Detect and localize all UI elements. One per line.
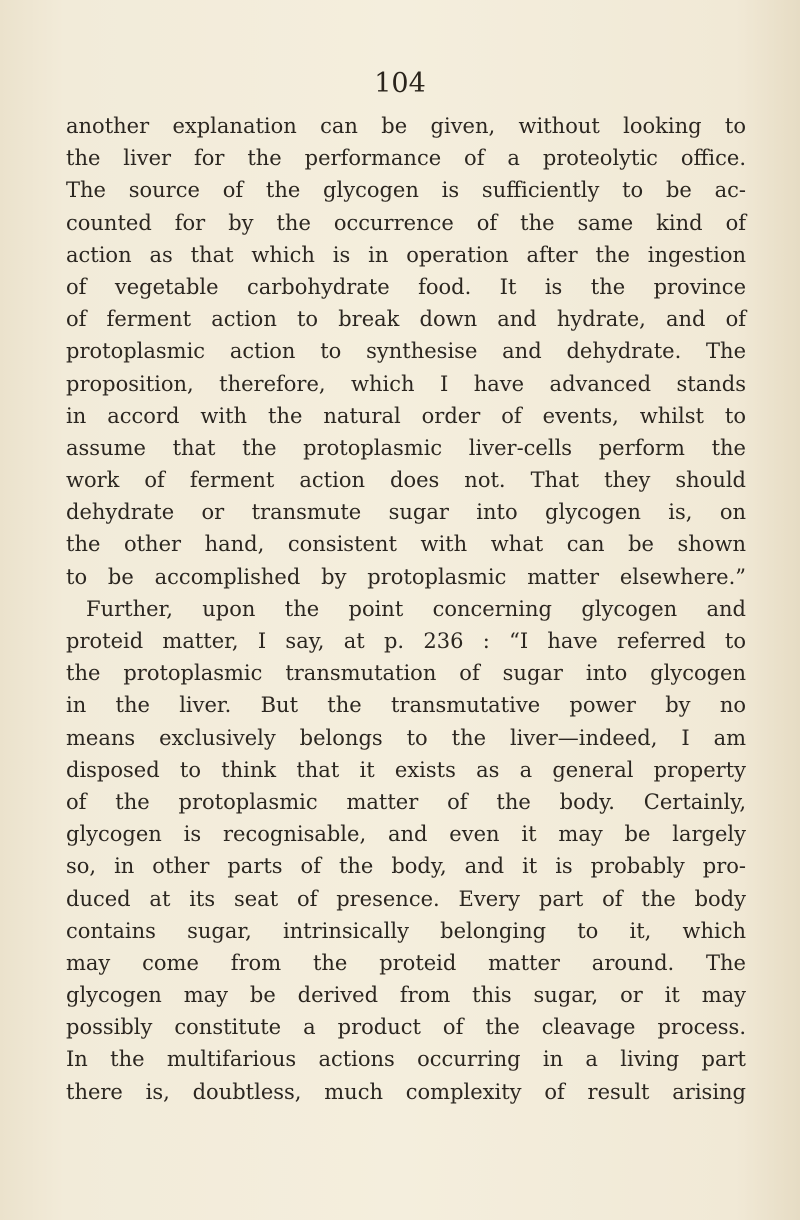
text-line: there is, doubtless, much complexity of result arising <box>66 1079 746 1104</box>
text-line: to be accomplished by protoplasmic matter elsewhere.” <box>66 564 746 589</box>
text-line: possibly constitute a product of the cleavage process. <box>66 1015 746 1040</box>
text-line: may come from the proteid matter around. The <box>66 950 746 975</box>
text-line: The source of the glycogen is sufficiently to be ac- <box>66 178 746 203</box>
body-text <box>66 110 746 1108</box>
page-number: 104 <box>374 68 426 99</box>
text-line: work of ferment action does not. That they should <box>66 468 746 493</box>
text-line: assume that the protoplasmic liver-cells perform the <box>66 435 746 460</box>
text-line: dehydrate or transmute sugar into glycogen is, on <box>66 500 746 525</box>
text-line: of the protoplasmic matter of the body. Certainly, <box>66 789 746 814</box>
text-line: proposition, therefore, which I have advanced stands <box>66 371 746 396</box>
text-line: in the liver. But the transmutative power by no <box>66 693 746 718</box>
text-line: of vegetable carbohydrate food. It is the province <box>66 274 746 299</box>
text-line: the other hand, consistent with what can be shown <box>66 532 746 557</box>
text-line: duced at its seat of presence. Every part of the body <box>66 886 746 911</box>
text-line: counted for by the occurrence of the same kind of <box>66 210 746 235</box>
text-line: of ferment action to break down and hydrate, and of <box>66 307 746 332</box>
text-line: protoplasmic action to synthesise and dehydrate. The <box>66 339 746 364</box>
text-line: proteid matter, I say, at p. 236 : “I have referred to <box>66 629 746 653</box>
text-line: In the multifarious actions occurring in a living part <box>66 1047 746 1072</box>
text-line: the liver for the performance of a proteolytic office. <box>66 146 746 171</box>
text-line: the protoplasmic transmutation of sugar into glycogen <box>66 661 746 686</box>
text-line: glycogen may be derived from this sugar, or it may <box>66 983 746 1008</box>
text-line: Further, upon the point concerning glycogen and <box>86 596 746 621</box>
text-line: in accord with the natural order of events, whilst to <box>66 403 746 428</box>
text-line: another explanation can be given, without looking to <box>66 114 746 138</box>
text-line: action as that which is in operation after the ingestion <box>66 242 746 267</box>
text-line: means exclusively belongs to the liver—indeed, I am <box>66 725 746 750</box>
text-line: disposed to think that it exists as a general property <box>66 757 746 782</box>
text-line: glycogen is recognisable, and even it may be largely <box>66 822 746 847</box>
text-line: so, in other parts of the body, and it is probably pro- <box>66 854 746 879</box>
text-line: contains sugar, intrinsically belonging to it, which <box>66 918 746 943</box>
